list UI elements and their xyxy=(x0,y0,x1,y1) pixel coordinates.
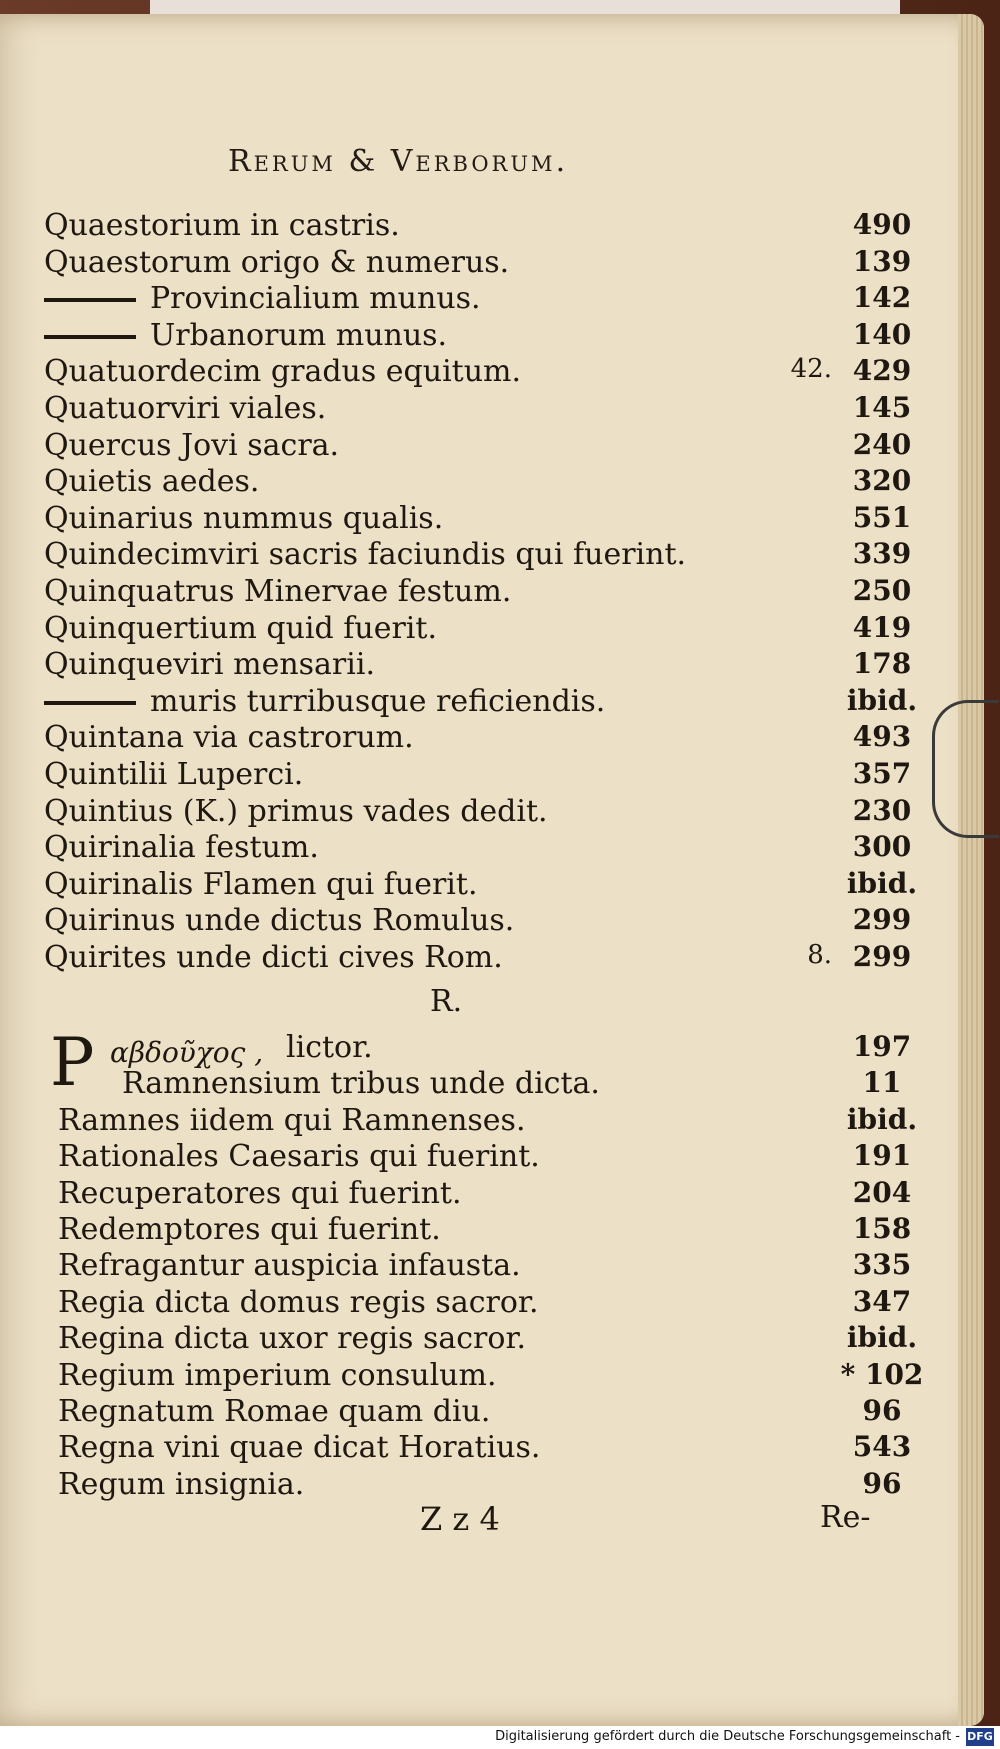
entry-page-number: 178 xyxy=(852,647,912,681)
entry-label: Redemptores qui fuerint. xyxy=(58,1212,441,1247)
entry-label: Regna vini quae dicat Horatius. xyxy=(58,1430,541,1466)
index-entry xyxy=(44,245,924,281)
index-entry xyxy=(44,794,924,830)
entry-text xyxy=(44,208,400,243)
entry-page-number: 96 xyxy=(862,1394,902,1427)
entry-label: Urbanorum munus. xyxy=(150,317,448,353)
entry-text xyxy=(58,1358,497,1393)
running-title: Rerum & Verborum. xyxy=(228,144,569,179)
top-strip xyxy=(150,0,900,14)
entry-text xyxy=(58,1321,526,1356)
entry-page-number: 191 xyxy=(852,1139,912,1173)
index-entry xyxy=(44,501,924,537)
index-entry xyxy=(44,574,924,610)
entry-page-number: 335 xyxy=(852,1248,912,1282)
entry-page-number: 11 xyxy=(862,1066,902,1100)
entry-label: Quatuorviri viales. xyxy=(44,391,327,426)
entry-label: Ramnes iidem qui Ramnenses. xyxy=(58,1102,526,1138)
entry-label: Quaestorium in castris. xyxy=(44,208,400,243)
entry-page-number: 197 xyxy=(852,1030,912,1063)
entry-text xyxy=(44,245,509,280)
index-entry xyxy=(44,1030,924,1066)
entry-text xyxy=(286,1030,373,1065)
entry-page-number: 158 xyxy=(852,1212,912,1245)
entry-text xyxy=(44,318,447,353)
entry-text xyxy=(44,647,375,682)
index-entry xyxy=(44,1358,924,1394)
entry-text xyxy=(58,1176,461,1211)
entry-label: Quirinalis Flamen qui fuerit. xyxy=(44,866,478,902)
signature-mark: Z z 4 xyxy=(420,1500,500,1538)
entry-text xyxy=(44,391,326,426)
entry-page-number: 429 xyxy=(852,354,912,388)
entry-page-number: 299 xyxy=(852,903,912,937)
entry-page-number: 299 xyxy=(852,940,912,973)
entry-text xyxy=(58,1430,540,1465)
entry-label: Quintilii Luperci. xyxy=(44,757,304,792)
entry-label: Regnatum Romae quam diu. xyxy=(58,1394,491,1429)
entry-label: Quatuordecim gradus equitum. xyxy=(44,354,522,390)
dropcap: P xyxy=(50,1024,95,1101)
page-tab-marker xyxy=(932,700,999,838)
entry-label: Quirites unde dicti cives Rom. xyxy=(44,940,503,975)
entry-text xyxy=(58,1248,521,1283)
entry-text xyxy=(44,867,478,902)
entry-text xyxy=(122,1066,600,1101)
entry-label: Quercus Jovi sacra. xyxy=(44,427,340,463)
index-entry xyxy=(44,611,924,647)
entry-page-number: 543 xyxy=(852,1430,912,1464)
entry-text xyxy=(58,1212,441,1247)
entry-page-number: 230 xyxy=(852,793,912,827)
entry-page-number: ibid. xyxy=(846,1321,918,1355)
index-entry xyxy=(44,391,924,427)
ditto-dash xyxy=(44,298,136,302)
entry-page-number: ibid. xyxy=(846,866,918,900)
entry-text xyxy=(44,574,511,609)
entry-page-number: * 102 xyxy=(840,1357,924,1391)
entry-page-number: 339 xyxy=(852,537,912,571)
entry-page-number: 551 xyxy=(852,500,912,534)
entry-label: Quinarius nummus qualis. xyxy=(44,500,444,536)
entry-page-number: 419 xyxy=(852,610,912,644)
entry-page-number: 142 xyxy=(852,281,912,315)
index-entry xyxy=(44,354,924,390)
entry-label: Provincialium munus. xyxy=(150,281,481,317)
index-entry xyxy=(44,940,924,976)
index-entry xyxy=(44,867,924,903)
entry-label: Quinquatrus Minervae festum. xyxy=(44,574,512,609)
index-entry xyxy=(44,281,924,317)
index-entry xyxy=(44,830,924,866)
entry-text xyxy=(44,903,514,938)
entry-page-number: ibid. xyxy=(846,1102,918,1136)
index-entry xyxy=(44,1176,924,1212)
entry-label: Quindecimviri sacris faciundis qui fuerint. xyxy=(44,537,687,573)
index-entry xyxy=(44,428,924,464)
index-entry xyxy=(44,1430,924,1466)
entry-label: Regina dicta uxor regis sacror. xyxy=(58,1321,527,1357)
index-entry xyxy=(44,757,924,793)
entry-label: Quaestorum origo & numerus. xyxy=(44,244,510,280)
index-entry xyxy=(44,318,924,354)
index-entry xyxy=(44,720,924,756)
dfg-credit-text: Digitalisierung gefördert durch die Deutsche Forschungsgemeinschaft - xyxy=(495,1729,960,1744)
entry-page-number: 300 xyxy=(852,830,912,864)
entry-page-number: 490 xyxy=(852,208,912,241)
entry-label: Regium imperium consulum. xyxy=(58,1357,497,1393)
index-entry xyxy=(44,1248,924,1284)
entry-text xyxy=(44,537,686,572)
entry-page-number: 250 xyxy=(852,574,912,607)
entry-text xyxy=(44,720,414,755)
entry-text xyxy=(44,794,548,829)
entry-text xyxy=(58,1285,539,1320)
entry-text xyxy=(44,757,303,792)
entry-text xyxy=(58,1139,540,1174)
entry-label: lictor. xyxy=(286,1030,373,1065)
entry-text xyxy=(44,611,437,646)
index-entry xyxy=(44,647,924,683)
index-entry xyxy=(44,464,924,500)
entry-page-number: 493 xyxy=(852,720,912,754)
index-entry xyxy=(44,1394,924,1430)
entry-label: Quintius (K.) primus vades dedit. xyxy=(44,793,548,829)
greek-word: αβδοῦχος , xyxy=(110,1036,264,1069)
index-entry xyxy=(44,1285,924,1321)
index-entry xyxy=(44,1139,924,1175)
dfg-logo: DFG xyxy=(966,1728,994,1746)
dfg-credit-bar xyxy=(0,1726,1000,1749)
entry-page-number: 320 xyxy=(852,464,912,498)
entry-text xyxy=(44,940,503,975)
ditto-dash xyxy=(44,701,136,705)
catchword: Re- xyxy=(820,1500,871,1535)
entry-page-number: 96 xyxy=(862,1466,902,1500)
entry-text xyxy=(58,1103,526,1138)
entry-page-number: 145 xyxy=(852,391,912,424)
entry-text xyxy=(58,1394,490,1429)
index-entry xyxy=(44,537,924,573)
entry-label: Quirinalia festum. xyxy=(44,830,319,866)
entry-page-number: 139 xyxy=(852,244,912,278)
index-entry xyxy=(44,1467,924,1503)
index-entry xyxy=(44,1321,924,1357)
entry-page-number: ibid. xyxy=(846,683,918,717)
entry-label: Quintana via castrorum. xyxy=(44,720,414,756)
entry-text xyxy=(44,830,319,865)
entry-text xyxy=(44,464,259,499)
page-edges xyxy=(958,14,984,1726)
entry-label: Rationales Caesaris qui fuerint. xyxy=(58,1139,540,1175)
index-entry xyxy=(44,1212,924,1248)
index-entry xyxy=(44,1103,924,1139)
entry-label: Recuperatores qui fuerint. xyxy=(58,1175,462,1211)
index-entry xyxy=(44,1066,924,1102)
entry-label: Quinquertium quid fuerit. xyxy=(44,610,437,646)
ditto-dash xyxy=(44,335,136,339)
section-letter: R. xyxy=(430,984,463,1019)
entry-label: muris turribusque reficiendis. xyxy=(150,683,606,719)
entry-label: Regum insignia. xyxy=(58,1466,305,1502)
entry-page-number: 357 xyxy=(852,757,912,790)
entry-section-number: 42. xyxy=(790,354,832,385)
index-entry xyxy=(44,208,924,244)
entry-label: Quirinus unde dictus Romulus. xyxy=(44,903,515,939)
entry-label: Regia dicta domus regis sacror. xyxy=(58,1284,539,1320)
entry-page-number: 347 xyxy=(852,1284,912,1318)
index-entry xyxy=(44,684,924,720)
entry-page-number: 240 xyxy=(852,427,912,461)
entry-label: Quietis aedes. xyxy=(44,464,260,500)
entry-section-number: 8. xyxy=(807,940,832,970)
entry-text xyxy=(44,281,481,316)
entry-label: Refragantur auspicia infausta. xyxy=(58,1248,521,1284)
entry-label: Ramnensium tribus unde dicta. xyxy=(122,1066,600,1102)
entry-label: Quinqueviri mensarii. xyxy=(44,647,375,683)
entry-text xyxy=(44,501,443,536)
entry-text xyxy=(58,1467,304,1502)
entry-text xyxy=(44,428,339,463)
entry-text xyxy=(44,354,521,389)
entry-page-number: 204 xyxy=(852,1175,912,1209)
entry-page-number: 140 xyxy=(852,317,912,351)
entry-text xyxy=(44,684,605,719)
index-entry xyxy=(44,903,924,939)
